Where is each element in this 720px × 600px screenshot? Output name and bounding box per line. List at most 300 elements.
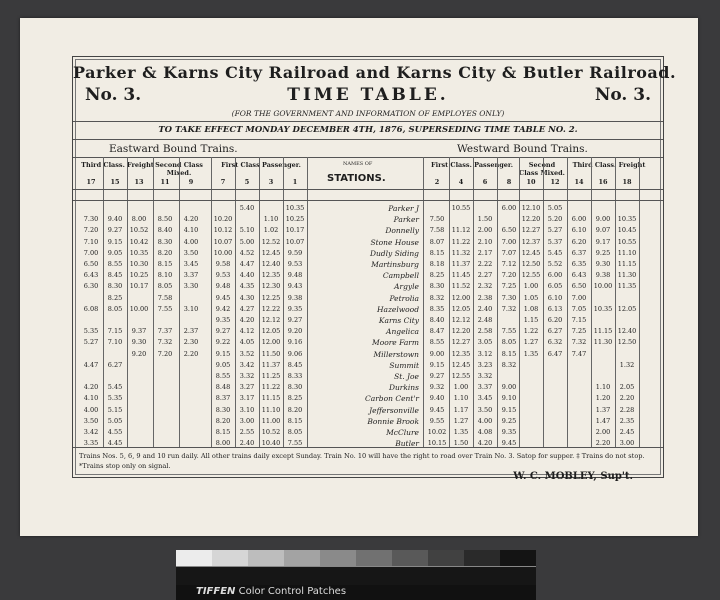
west-time-cell: 6.47 <box>547 349 563 358</box>
east-train-number: 13 <box>134 178 144 186</box>
west-time-cell: 12.20 <box>451 327 471 336</box>
color-swatch <box>464 550 500 566</box>
west-time-cell: 2.48 <box>477 316 493 324</box>
west-time-cell: 12.27 <box>451 338 471 347</box>
east-time-cell: 7.10 <box>83 237 99 246</box>
eastward-label: Eastward Bound Trains. <box>109 143 238 155</box>
color-swatch <box>392 550 428 566</box>
east-time-cell: 1.10 <box>263 215 279 224</box>
station-name: Dudly Siding <box>369 248 419 258</box>
west-time-cell: 7.25 <box>501 282 517 291</box>
east-class-second: Second Class Mixed. <box>155 161 203 177</box>
east-time-cell: 6.08 <box>83 304 99 313</box>
east-time-cell: 5.45 <box>107 383 123 392</box>
west-time-cell: 6.50 <box>571 282 587 291</box>
west-time-cell: 2.20 <box>619 394 635 403</box>
east-time-cell: 4.10 <box>83 394 99 403</box>
east-time-cell: 9.27 <box>215 327 231 336</box>
east-time-cell: 8.05 <box>287 428 303 436</box>
west-time-cell: 1.50 <box>453 439 469 448</box>
west-time-cell: 7.47 <box>571 349 587 358</box>
station-name: Stone House <box>370 237 419 247</box>
west-time-cell: 6.50 <box>501 226 517 235</box>
east-time-cell: 8.25 <box>287 394 303 403</box>
west-time-cell: 10.45 <box>617 226 637 235</box>
west-time-cell: 6.32 <box>547 338 563 347</box>
east-time-cell: 6.30 <box>83 282 99 291</box>
west-time-cell: 3.50 <box>477 405 493 414</box>
east-time-cell: 6.27 <box>107 360 123 369</box>
east-time-cell: 9.30 <box>131 338 147 347</box>
east-time-cell: 10.20 <box>213 215 233 224</box>
west-time-cell: 11.45 <box>451 271 471 280</box>
east-time-cell: 8.55 <box>215 372 231 380</box>
east-time-cell: 4.30 <box>239 293 255 302</box>
east-time-cell: 9.27 <box>287 316 303 324</box>
east-time-cell: 11.25 <box>261 372 281 380</box>
west-time-cell: 8.55 <box>429 338 445 347</box>
west-time-cell: 8.05 <box>501 338 517 347</box>
west-time-cell: 11.15 <box>617 260 637 268</box>
west-time-cell: 12.05 <box>451 304 471 313</box>
east-time-cell: 9.53 <box>215 271 231 280</box>
station-name: Summit <box>389 360 419 370</box>
east-time-cell: 12.35 <box>261 271 281 280</box>
east-time-cell: 8.30 <box>287 383 303 392</box>
east-time-cell: 12.25 <box>261 293 281 302</box>
west-time-cell: 8.15 <box>501 349 517 358</box>
east-time-cell: 9.20 <box>131 349 147 358</box>
west-time-cell: 8.07 <box>429 237 445 246</box>
east-time-cell: 10.17 <box>129 282 149 291</box>
west-time-cell: 8.18 <box>429 260 445 268</box>
east-time-cell: 11.10 <box>261 405 281 414</box>
east-train-number: 9 <box>188 178 194 186</box>
station-name: Bonnie Brook <box>367 416 419 426</box>
west-time-cell: 10.35 <box>617 215 637 224</box>
east-time-cell: 8.00 <box>131 215 147 224</box>
east-time-cell: 8.30 <box>107 282 123 291</box>
east-time-cell: 3.42 <box>83 428 99 436</box>
west-train-number: 18 <box>622 178 632 186</box>
east-time-cell: 10.30 <box>129 260 149 268</box>
west-time-cell: 11.12 <box>451 226 471 235</box>
east-time-cell: 4.35 <box>239 282 255 291</box>
west-time-cell: 12.35 <box>451 349 471 358</box>
west-train-number: 2 <box>434 178 440 186</box>
east-time-cell: 1.02 <box>263 226 279 235</box>
east-time-cell: 9.15 <box>107 237 123 246</box>
west-time-cell: 12.10 <box>521 204 541 212</box>
west-time-cell: 4.08 <box>477 428 493 436</box>
west-time-cell: 10.55 <box>617 237 637 246</box>
east-time-cell: 6.43 <box>83 271 99 280</box>
east-time-cell: 11.22 <box>261 383 281 392</box>
east-time-cell: 9.38 <box>287 293 303 302</box>
west-time-cell: 7.12 <box>501 260 517 268</box>
east-time-cell: 9.20 <box>287 327 303 336</box>
color-swatch <box>500 550 536 566</box>
east-time-cell: 4.45 <box>107 439 123 448</box>
east-time-cell: 4.00 <box>83 405 99 414</box>
east-time-cell: 5.05 <box>107 416 123 425</box>
east-time-cell: 3.27 <box>239 383 255 392</box>
west-time-cell: 6.10 <box>571 226 587 235</box>
west-time-cell: 6.05 <box>547 282 563 291</box>
east-time-cell: 11.50 <box>261 349 281 358</box>
east-time-cell: 3.35 <box>83 439 99 448</box>
west-train-number: 12 <box>550 178 560 186</box>
east-train-number: 1 <box>292 178 298 186</box>
west-time-cell: 9.45 <box>429 405 445 414</box>
west-time-cell: 11.30 <box>593 338 613 347</box>
west-time-cell: 6.37 <box>571 248 587 257</box>
east-time-cell: 10.12 <box>213 226 233 235</box>
west-time-cell: 1.00 <box>453 383 469 392</box>
west-time-cell: 9.10 <box>501 394 517 403</box>
west-time-cell: 5.05 <box>547 204 563 212</box>
east-time-cell: 8.15 <box>287 416 303 425</box>
station-name: Millerstown <box>373 349 419 359</box>
station-name: Parker <box>393 215 419 225</box>
west-time-cell: 1.10 <box>595 383 611 392</box>
west-time-cell: 7.32 <box>501 304 517 313</box>
west-time-cell: 11.35 <box>617 282 637 291</box>
station-name: Carbon Cent'r <box>365 394 419 404</box>
station-name: Campbell <box>382 271 419 281</box>
west-time-cell: 9.00 <box>501 383 517 392</box>
east-time-cell: 8.40 <box>157 226 173 235</box>
westward-label: Westward Bound Trains. <box>457 143 588 155</box>
west-time-cell: 6.13 <box>547 304 563 313</box>
east-time-cell: 9.22 <box>215 338 231 347</box>
west-time-cell: 8.32 <box>501 360 517 369</box>
station-name: Martinsburg <box>371 260 419 269</box>
east-time-cell: 12.40 <box>261 260 281 268</box>
east-time-cell: 7.58 <box>157 293 173 302</box>
west-time-cell: 10.02 <box>427 428 447 436</box>
west-time-cell: 10.00 <box>593 282 613 291</box>
color-control-patches <box>176 550 536 600</box>
east-time-cell: 12.22 <box>261 304 281 313</box>
east-time-cell: 8.20 <box>215 416 231 425</box>
west-time-cell: 12.50 <box>521 260 541 268</box>
east-time-cell: 9.48 <box>215 282 231 291</box>
east-time-cell: 2.20 <box>183 349 199 358</box>
east-time-cell: 4.00 <box>183 237 199 246</box>
east-time-cell: 5.35 <box>107 394 123 403</box>
west-time-cell: 2.40 <box>477 304 493 313</box>
west-time-cell: 10.35 <box>593 304 613 313</box>
west-time-cell: 2.10 <box>477 237 493 246</box>
west-time-cell: 9.38 <box>595 271 611 280</box>
east-time-cell: 11.37 <box>261 360 281 369</box>
east-time-cell: 8.50 <box>157 215 173 224</box>
west-time-cell: 12.27 <box>521 226 541 235</box>
west-time-cell: 7.58 <box>429 226 445 235</box>
subtitle: (FOR THE GOVERNMENT AND INFORMATION OF EMPLOYES ONLY) <box>231 109 505 118</box>
east-time-cell: 7.37 <box>157 327 173 336</box>
west-time-cell: 8.47 <box>429 327 445 336</box>
number-right: No. 3. <box>594 85 651 105</box>
west-time-cell: 2.38 <box>477 293 493 302</box>
west-time-cell: 9.15 <box>429 360 445 369</box>
west-train-number: 14 <box>574 178 584 186</box>
west-time-cell: 1.27 <box>523 338 539 347</box>
west-time-cell: 3.00 <box>619 439 635 448</box>
east-time-cell: 9.35 <box>287 304 303 313</box>
east-time-cell: 3.37 <box>183 271 199 280</box>
west-time-cell: 8.32 <box>429 293 445 302</box>
west-time-cell: 12.40 <box>617 327 637 336</box>
east-time-cell: 3.50 <box>183 248 199 257</box>
color-swatch <box>176 550 212 566</box>
east-time-cell: 9.43 <box>287 282 303 291</box>
stations-header: STATIONS. <box>327 173 386 184</box>
east-time-cell: 9.16 <box>287 338 303 347</box>
east-time-cell: 11.00 <box>261 416 281 425</box>
west-time-cell: 9.25 <box>501 416 517 425</box>
east-time-cell: 10.07 <box>285 237 305 246</box>
east-time-cell: 12.52 <box>261 237 281 246</box>
west-time-cell: 9.30 <box>595 260 611 268</box>
west-time-cell: 11.22 <box>451 237 471 246</box>
east-time-cell: 3.52 <box>239 349 255 358</box>
number-left: No. 3. <box>85 85 142 105</box>
west-time-cell: 9.35 <box>501 428 517 436</box>
east-time-cell: 4.40 <box>239 271 255 280</box>
east-time-cell: 3.50 <box>83 416 99 425</box>
ruler <box>176 566 536 585</box>
east-time-cell: 3.00 <box>239 416 255 425</box>
effective-date: TO TAKE EFFECT MONDAY DECEMBER 4TH, 1876, SUPERSEDING TIME TABLE NO. 2. <box>158 125 578 135</box>
west-time-cell: 6.00 <box>547 271 563 280</box>
east-time-cell: 7.32 <box>157 338 173 347</box>
station-name: Angelica <box>386 327 419 337</box>
station-name: Donnelly <box>385 226 419 236</box>
west-time-cell: 12.12 <box>451 316 471 324</box>
west-time-cell: 3.12 <box>477 349 493 358</box>
station-name: McClure <box>386 428 419 437</box>
east-time-cell: 7.15 <box>107 327 123 336</box>
west-time-cell: 5.52 <box>547 260 563 268</box>
east-time-cell: 4.12 <box>239 327 255 336</box>
east-train-number: 17 <box>86 178 96 186</box>
east-time-cell: 3.17 <box>239 394 255 403</box>
west-time-cell: 1.35 <box>523 349 539 358</box>
west-time-cell: 2.05 <box>619 383 635 392</box>
west-time-cell: 8.35 <box>429 304 445 313</box>
east-time-cell: 10.17 <box>285 226 305 235</box>
east-time-cell: 2.40 <box>239 439 255 448</box>
west-time-cell: 4.00 <box>477 416 493 425</box>
west-time-cell: 9.45 <box>501 439 517 448</box>
east-time-cell: 9.48 <box>287 271 303 280</box>
east-time-cell: 8.48 <box>215 383 231 392</box>
east-time-cell: 8.37 <box>215 394 231 403</box>
east-time-cell: 7.30 <box>83 215 99 224</box>
west-time-cell: 6.27 <box>547 327 563 336</box>
west-time-cell: 1.05 <box>523 293 539 302</box>
east-time-cell: 8.00 <box>215 439 231 448</box>
east-time-cell: 4.47 <box>83 360 99 369</box>
west-train-number: 8 <box>506 178 512 186</box>
west-time-cell: 9.17 <box>595 237 611 246</box>
east-time-cell: 9.35 <box>215 316 231 324</box>
west-time-cell: 7.15 <box>571 316 587 324</box>
west-class-second: Second Class Mixed. <box>519 161 565 177</box>
west-time-cell: 5.45 <box>547 248 563 257</box>
west-time-cell: 11.52 <box>451 282 471 291</box>
west-time-cell: 11.32 <box>451 248 471 257</box>
east-time-cell: 8.15 <box>157 260 173 268</box>
west-time-cell: 1.37 <box>595 405 611 414</box>
east-time-cell: 4.20 <box>183 215 199 224</box>
west-time-cell: 12.37 <box>521 237 541 246</box>
west-time-cell: 2.58 <box>477 327 493 336</box>
west-time-cell: 8.40 <box>429 316 445 324</box>
east-time-cell: 3.42 <box>239 360 255 369</box>
east-time-cell: 9.06 <box>287 349 303 358</box>
east-time-cell: 9.53 <box>287 260 303 268</box>
east-train-number: 3 <box>268 178 274 186</box>
west-time-cell: 1.00 <box>523 282 539 291</box>
color-swatch <box>248 550 284 566</box>
east-time-cell: 12.12 <box>261 316 281 324</box>
west-time-cell: 3.23 <box>477 360 493 369</box>
west-time-cell: 5.37 <box>547 237 563 246</box>
west-time-cell: 7.07 <box>501 248 517 257</box>
east-time-cell: 4.20 <box>239 316 255 324</box>
west-class-first: First Class. Passenger. <box>430 161 513 169</box>
east-class-third: Third Class. <box>81 161 125 169</box>
west-time-cell: 6.00 <box>501 204 517 212</box>
superintendent-signature: W. C. MOBLEY, Sup't. <box>513 471 633 482</box>
west-time-cell: 12.50 <box>617 338 637 347</box>
west-time-cell: 11.10 <box>617 248 637 257</box>
west-time-cell: 12.00 <box>451 293 471 302</box>
east-time-cell: 8.45 <box>287 360 303 369</box>
west-time-cell: 7.20 <box>501 271 517 280</box>
east-time-cell: 8.20 <box>157 248 173 257</box>
west-time-cell: 8.15 <box>429 248 445 257</box>
west-time-cell: 9.27 <box>429 372 445 380</box>
west-time-cell: 7.00 <box>571 293 587 302</box>
east-time-cell: 2.37 <box>183 327 199 336</box>
west-time-cell: 6.20 <box>571 237 587 246</box>
east-time-cell: 10.07 <box>213 237 233 246</box>
east-time-cell: 10.25 <box>129 271 149 280</box>
east-time-cell: 2.30 <box>183 338 199 347</box>
east-time-cell: 5.40 <box>239 204 255 212</box>
west-time-cell: 10.15 <box>427 439 447 448</box>
west-time-cell: 2.32 <box>477 282 493 291</box>
west-time-cell: 7.25 <box>571 327 587 336</box>
east-time-cell: 4.52 <box>239 248 255 257</box>
east-time-cell: 7.20 <box>157 349 173 358</box>
station-name: Parker J <box>388 204 419 213</box>
west-time-cell: 9.15 <box>501 405 517 414</box>
west-time-cell: 11.15 <box>593 327 613 336</box>
east-time-cell: 7.00 <box>83 248 99 257</box>
east-time-cell: 9.05 <box>107 248 123 257</box>
color-swatch <box>284 550 320 566</box>
east-time-cell: 10.42 <box>129 237 149 246</box>
east-time-cell: 8.30 <box>215 405 231 414</box>
west-train-number: 10 <box>526 178 536 186</box>
east-time-cell: 5.10 <box>239 226 255 235</box>
east-time-cell: 3.32 <box>239 372 255 380</box>
east-time-cell: 4.20 <box>83 383 99 392</box>
west-time-cell: 5.20 <box>547 215 563 224</box>
west-time-cell: 1.50 <box>477 215 493 224</box>
west-time-cell: 12.45 <box>451 360 471 369</box>
west-time-cell: 1.35 <box>453 428 469 436</box>
color-swatch <box>320 550 356 566</box>
west-time-cell: 7.30 <box>501 293 517 302</box>
east-time-cell: 8.15 <box>215 428 231 436</box>
east-time-cell: 8.05 <box>157 282 173 291</box>
east-time-cell: 9.40 <box>107 215 123 224</box>
west-time-cell: 9.25 <box>595 248 611 257</box>
west-time-cell: 1.27 <box>453 416 469 425</box>
color-swatch <box>212 550 248 566</box>
west-train-number: 6 <box>482 178 488 186</box>
west-time-cell: 1.22 <box>523 327 539 336</box>
east-train-number: 11 <box>160 178 170 186</box>
east-time-cell: 8.30 <box>157 237 173 246</box>
west-time-cell: 2.00 <box>477 226 493 235</box>
west-time-cell: 12.55 <box>521 271 541 280</box>
color-swatch <box>428 550 464 566</box>
east-time-cell: 9.37 <box>131 327 147 336</box>
west-class-third: Third Class. Freight <box>572 161 646 169</box>
west-time-cell: 1.15 <box>523 316 539 324</box>
west-time-cell: 9.00 <box>429 349 445 358</box>
east-time-cell: 10.00 <box>213 248 233 257</box>
east-time-cell: 3.30 <box>183 282 199 291</box>
east-time-cell: 7.20 <box>83 226 99 235</box>
east-time-cell: 2.55 <box>239 428 255 436</box>
west-time-cell: 8.25 <box>429 271 445 280</box>
east-time-cell: 9.58 <box>215 260 231 268</box>
west-time-cell: 6.10 <box>547 293 563 302</box>
east-time-cell: 9.59 <box>287 248 303 257</box>
east-time-cell: 9.45 <box>215 293 231 302</box>
east-time-cell: 10.00 <box>129 304 149 313</box>
station-name: Hazelwood <box>376 304 419 314</box>
east-time-cell: 12.00 <box>261 338 281 347</box>
west-time-cell: 6.00 <box>571 215 587 224</box>
west-time-cell: 2.17 <box>477 248 493 257</box>
timetable-sheet <box>20 18 698 536</box>
station-name: Moore Farm <box>372 338 419 348</box>
east-time-cell: 10.35 <box>285 204 305 212</box>
east-class-freight: Freight <box>127 161 154 169</box>
west-time-cell: 9.40 <box>429 394 445 403</box>
west-time-cell: 7.00 <box>501 237 517 246</box>
footer-note: Trains Nos. 5, 6, 9 and 10 run daily. All other trains daily except Sunday. Train No. 10 will have the right to road over Train No. 3. Satop for supper. ‡ Trains do not stop. *Trains stop only on signal. <box>79 452 645 470</box>
east-time-cell: 9.27 <box>107 226 123 235</box>
west-time-cell: 7.50 <box>429 215 445 224</box>
station-name: Petrolia <box>389 293 419 303</box>
east-class-first: First Class Passenger. <box>221 161 301 169</box>
west-time-cell: 2.00 <box>595 428 611 436</box>
west-time-cell: 6.43 <box>571 271 587 280</box>
east-time-cell: 5.00 <box>239 237 255 246</box>
east-time-cell: 4.10 <box>183 226 199 235</box>
west-time-cell: 2.20 <box>595 439 611 448</box>
